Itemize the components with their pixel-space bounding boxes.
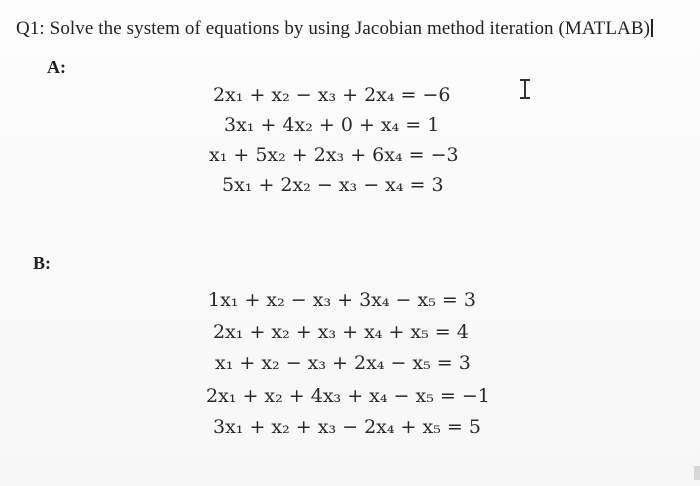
part-a-label: A: xyxy=(47,57,66,77)
part-a-equation-1: 2x₁ + x₂ − x₃ + 2x₄ = −6 xyxy=(213,84,451,106)
question-text: Q1: Solve the system of equations by using Jacobian method iteration (MATLAB) xyxy=(16,18,651,39)
question-title xyxy=(16,18,653,40)
part-b-equation-4: 2x₁ + x₂ + 4x₃ + x₄ − x₅ = −1 xyxy=(206,385,490,407)
part-b-equation-3: x₁ + x₂ − x₃ + 2x₄ − x₅ = 3 xyxy=(215,352,471,374)
part-a-equation-2: 3x₁ + 4x₂ + 0 + x₄ = 1 xyxy=(224,114,440,136)
part-a-equation-4: 5x₁ + 2x₂ − x₃ − x₄ = 3 xyxy=(222,174,444,196)
page-edge-marker xyxy=(694,466,700,480)
part-b-equation-1: 1x₁ + x₂ − x₃ + 3x₄ − x₅ = 3 xyxy=(208,289,476,311)
part-b-label: B: xyxy=(33,253,51,273)
text-caret xyxy=(651,19,653,37)
part-b-equation-2: 2x₁ + x₂ + x₃ + x₄ + x₅ = 4 xyxy=(213,321,469,343)
text-ibeam-cursor-icon xyxy=(518,78,532,100)
part-a-equation-3: x₁ + 5x₂ + 2x₃ + 6x₄ = −3 xyxy=(209,144,459,166)
part-b-equation-5: 3x₁ + x₂ + x₃ − 2x₄ + x₅ = 5 xyxy=(213,416,481,438)
